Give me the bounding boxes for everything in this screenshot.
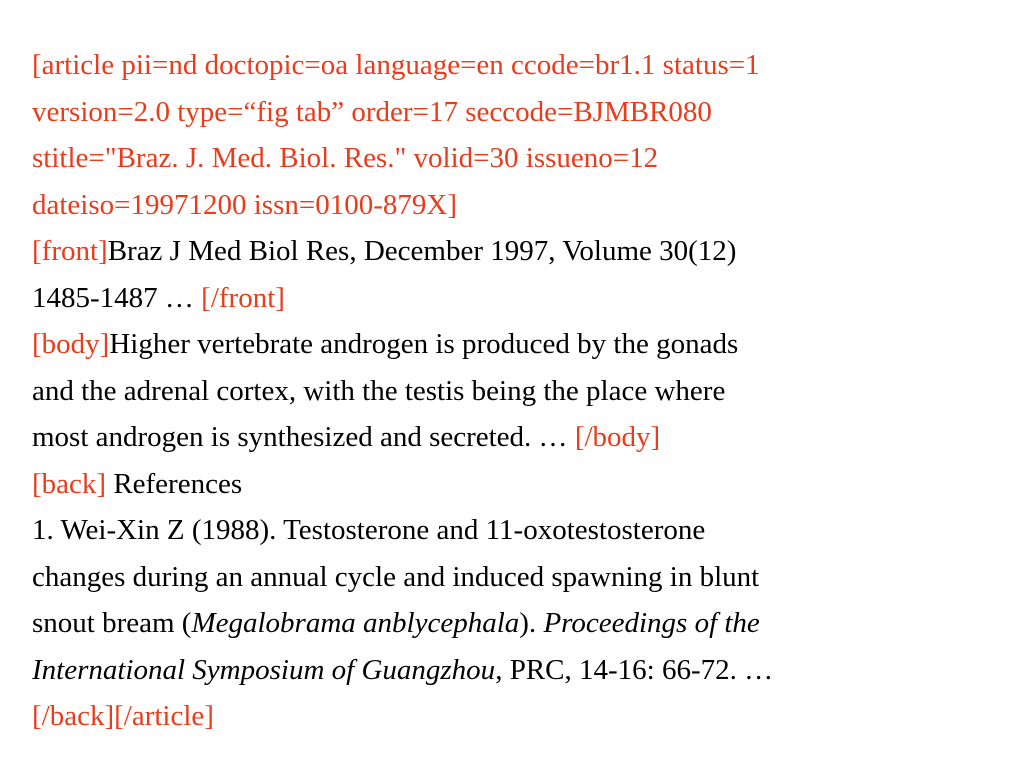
reference-1-line-1: 1. Wei-Xin Z (1988). Testosterone and 11-oxotestosterone xyxy=(32,514,706,546)
reference-1-line-4 xyxy=(32,647,1012,694)
reference-1-line-3 xyxy=(32,600,1012,647)
reference-1-text-4: , PRC, 14-16: 66-72. … xyxy=(495,653,774,686)
reference-1-species: Megalobrama anblycephala xyxy=(191,607,520,639)
body-section-line-3 xyxy=(32,414,1012,461)
markup-document xyxy=(32,42,1012,740)
back-section-heading-line xyxy=(32,461,1012,508)
article-header-line-2: version=2.0 type=“fig tab” order=17 seccode=BJMBR080 xyxy=(32,95,712,128)
reference-1-journal-part-1: Proceedings of the xyxy=(543,607,760,639)
reference-1-line-2: changes during an annual cycle and induced spawning in blunt xyxy=(32,560,760,593)
back-open-tag: [back] xyxy=(32,467,107,500)
front-open-tag: [front] xyxy=(32,235,108,267)
front-section-line-2 xyxy=(32,275,1012,322)
front-citation-text-1: Braz J Med Biol Res, December 1997, Volume 30(12) xyxy=(107,235,737,267)
reference-1-text-3b: ). xyxy=(519,607,544,639)
body-text-3: most androgen is synthesized and secreted. … xyxy=(32,421,575,453)
body-section-line-1 xyxy=(32,321,1012,368)
front-citation-text-2: 1485-1487 … xyxy=(32,281,202,314)
reference-1-journal-part-2: International Symposium of Guangzhou xyxy=(32,653,496,686)
front-close-tag: [/front] xyxy=(201,281,285,314)
body-open-tag: [body] xyxy=(32,328,110,360)
body-text-1: Higher vertebrate androgen is produced by the gonads xyxy=(109,328,739,360)
references-heading: References xyxy=(106,467,243,500)
article-header-line-4: dateiso=19971200 issn=0100-879X] xyxy=(32,188,457,221)
body-section-line-2: and the adrenal cortex, with the testis being the place where xyxy=(32,374,726,407)
reference-1-text-3a: snout bream ( xyxy=(32,607,192,639)
article-header-line-1: [article pii=nd doctopic=oa language=en ccode=br1.1 status=1 xyxy=(32,49,760,81)
front-section-line-1 xyxy=(32,228,1012,275)
article-header-line-3: stitle="Braz. J. Med. Biol. Res." volid=30 issueno=12 xyxy=(32,142,659,174)
back-article-close-tags: [/back][/article] xyxy=(32,700,214,732)
body-close-tag: [/body] xyxy=(574,421,661,453)
